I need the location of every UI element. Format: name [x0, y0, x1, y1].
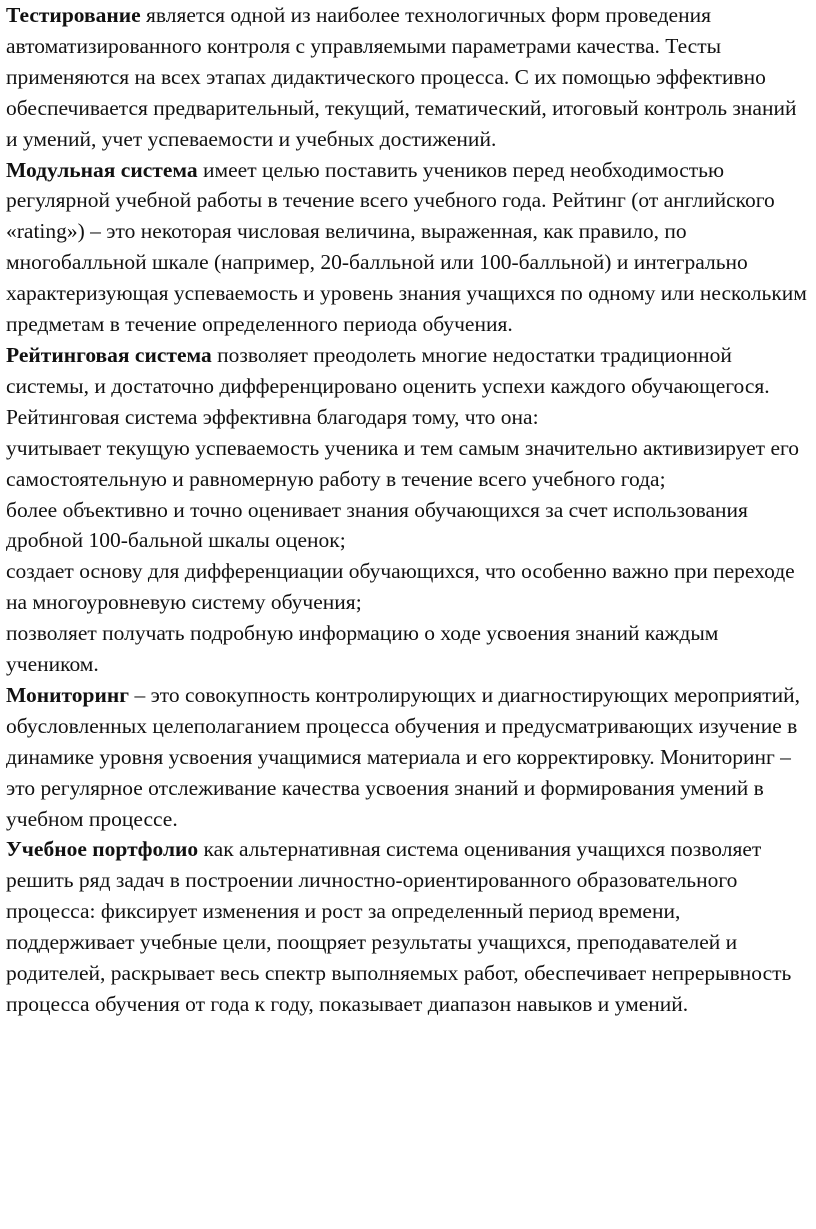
- list-item-text: более объективно и точно оценивает знания обучающихся за счет использования дробной 100-бальной шкалы оценок;: [6, 497, 748, 553]
- list-item-text: позволяет получать подробную информацию о ходе усвоения знаний каждым учеником.: [6, 621, 719, 677]
- paragraph-monitoring-text: – это совокупность контролирующих и диагностирующих мероприятий, обусловленных целеполаганием процесса обучения и предусматривающих изучение в динамике уровня усвоения учащимися материала и его корректировку. Мониторинг – это регулярное отслеживание качества усвоения знаний и формирования умений в учебном процессе.: [6, 682, 801, 831]
- paragraph-testing-text: является одной из наиболее технологичных форм проведения автоматизированного контроля с управляемыми параметрами качества. Тесты применяются на всех этапах дидактического процесса. С их помощью эффективно обеспечивается предварительный, текущий, тематический, итоговый контроль знаний и умений, учет успеваемости и учебных достижений.: [6, 3, 797, 151]
- term-monitoring: Мониторинг: [6, 682, 130, 707]
- list-item-rating-benefit-1: [6, 433, 812, 495]
- term-portfolio: Учебное портфолио: [6, 837, 199, 862]
- list-item-rating-benefit-3: [6, 556, 812, 618]
- list-item-text: учитывает текущую успеваемость ученика и тем самым значительно активизирует его самостоятельную и равномерную работу в течение всего учебного года;: [6, 435, 800, 491]
- paragraph-monitoring: [6, 680, 812, 835]
- list-item-text: создает основу для дифференциации обучающихся, что особенно важно при переходе на многоуровневую систему обучения;: [6, 559, 795, 615]
- list-item-rating-benefit-4: [6, 618, 812, 680]
- list-item-rating-benefit-2: [6, 495, 812, 557]
- term-modular-system: Модульная система: [6, 157, 198, 182]
- paragraph-rating-system-text: позволяет преодолеть многие недостатки традиционной системы, и достаточно дифференцировано оценить успехи каждого обучающегося. Рейтинговая система эффективна благодаря тому, что она:: [6, 342, 770, 429]
- paragraph-modular-system: [6, 155, 812, 340]
- paragraph-testing: [6, 0, 812, 155]
- paragraph-rating-system: [6, 340, 812, 433]
- paragraph-portfolio-text: как альтернативная система оценивания учащихся позволяет решить ряд задач в построении личностно-ориентированного образовательного процесса: фиксирует изменения и рост за определенный период времени, поддерживает учебные цели, поощряет результаты учащихся, преподавателей и родителей, раскрывает весь спектр выполняемых работ, обеспечивает непрерывность процесса обучения от года к году, показывает диапазон навыков и умений.: [6, 837, 792, 1016]
- term-rating-system: Рейтинговая система: [6, 342, 212, 367]
- paragraph-modular-system-text: имеет целью поставить учеников перед необходимостью регулярной учебной работы в течение всего учебного года. Рейтинг (от английского «rating») – это некоторая числовая величина, выраженная, как правило, по многобалльной шкале (например, 20-балльной или 100-балльной) и интегрально характеризующая успеваемость и уровень знания учащихся по одному или нескольким предметам в течение определенного периода обучения.: [6, 157, 807, 337]
- term-testing: Тестирование: [6, 3, 141, 27]
- paragraph-portfolio: [6, 834, 812, 1019]
